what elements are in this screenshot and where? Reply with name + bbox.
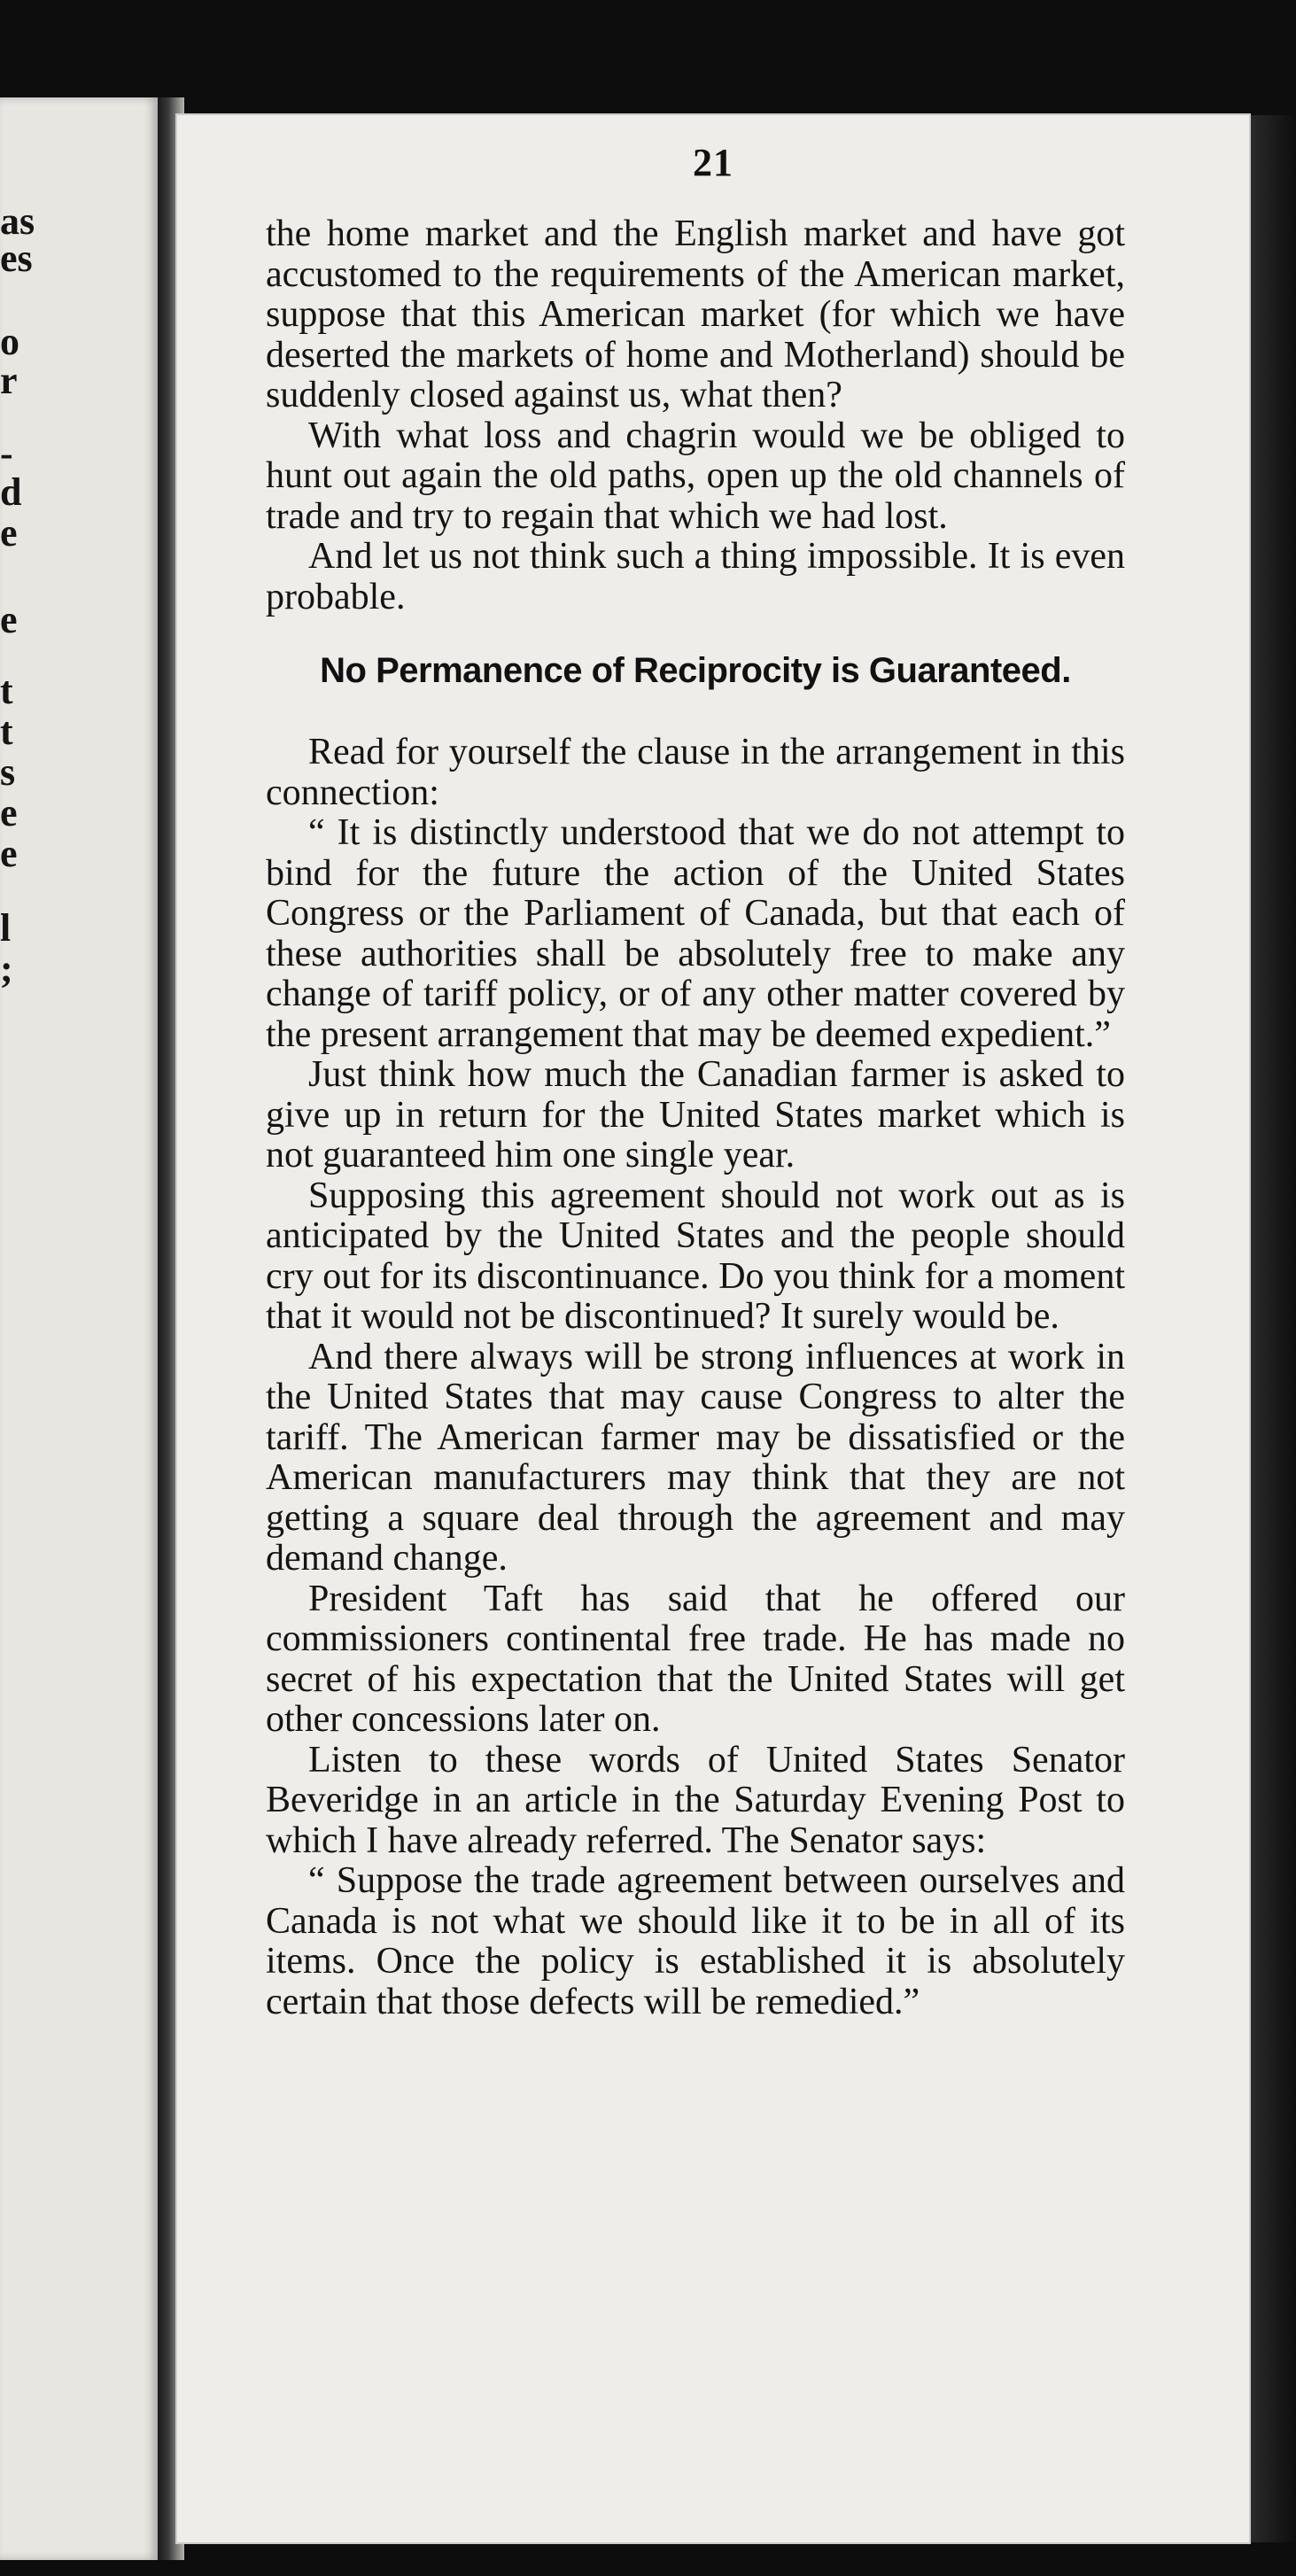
paragraph: Supposing this agreement should not work out as is anticipated by the United States and the people should cry out for its discontinuance. Do you think for a moment that it would not be discontinued? It surely would be. <box>266 1175 1125 1337</box>
margin-fragment: as <box>0 199 35 243</box>
page-body <box>266 214 1125 2022</box>
margin-fragment: e <box>0 791 18 834</box>
page-edge-shadow <box>1249 115 1296 2542</box>
margin-fragment: - <box>0 431 13 475</box>
quotation: “ It is distinctly understood that we do not attempt to bind for the future the action of the United States Congress or the Parliament of Canada, but that each of these authorities shall be absolutely free to make any change of tariff policy, or of any other matter covered by the present arrangement that may be deemed expedient.” <box>266 812 1125 1055</box>
margin-fragment: o <box>0 320 19 363</box>
paragraph: Read for yourself the clause in the arrangement in this connection: <box>266 732 1125 813</box>
paragraph: Just think how much the Canadian farmer is asked to give up in return for the United States market which is not guaranteed him one single year. <box>266 1054 1125 1175</box>
margin-fragment: e <box>0 598 18 641</box>
paragraph: the home market and the English market and have got accustomed to the requirements of the American market, suppose that this American market (for which we have deserted the markets of home and Motherland) should be suddenly closed against us, what then? <box>266 213 1125 415</box>
section-heading: No Permanence of Reciprocity is Guaranteed. <box>320 651 1071 690</box>
margin-fragment: t <box>0 669 13 712</box>
paragraph: And there always will be strong influences at work in the United States that may cause Congress to alter the tariff. The American farmer may be dissatisfied or the American manufacturers may think that they are not getting a square deal through the agreement and may demand change. <box>266 1336 1125 1579</box>
margin-fragment: e <box>0 832 18 875</box>
margin-fragment: s <box>0 750 16 794</box>
margin-fragment: ; <box>0 947 13 990</box>
margin-fragment: d <box>0 470 22 514</box>
quotation: “ Suppose the trade agreement between ourselves and Canada is not what we should like it to be in all of its items. Once the policy is established it is absolutely certain that those defects will be remedied.” <box>266 1860 1125 2022</box>
margin-fragment: r <box>0 359 18 402</box>
book-page <box>177 115 1249 2542</box>
margin-fragment: e <box>0 511 18 555</box>
margin-fragment: t <box>0 710 13 753</box>
paragraph: President Taft has said that he offered our commissioners continental free trade. He has made no secret of his expectation that the United States will get other concessions later on. <box>266 1578 1125 1740</box>
paragraph: And let us not think such a thing impossible. It is even probable. <box>266 536 1125 617</box>
margin-fragment: l <box>0 906 12 950</box>
paragraph: Listen to these words of United States Senator Beveridge in an article in the Saturday Evening Post to which I have already referred. The Senator says: <box>266 1739 1125 1861</box>
paragraph: With what loss and chagrin would we be obliged to hunt out again the old paths, open up the old channels of trade and try to regain that which we had lost. <box>266 415 1125 537</box>
facing-page-fragment <box>0 97 158 2560</box>
page-number: 21 <box>693 141 733 184</box>
margin-fragment: es <box>0 237 33 280</box>
